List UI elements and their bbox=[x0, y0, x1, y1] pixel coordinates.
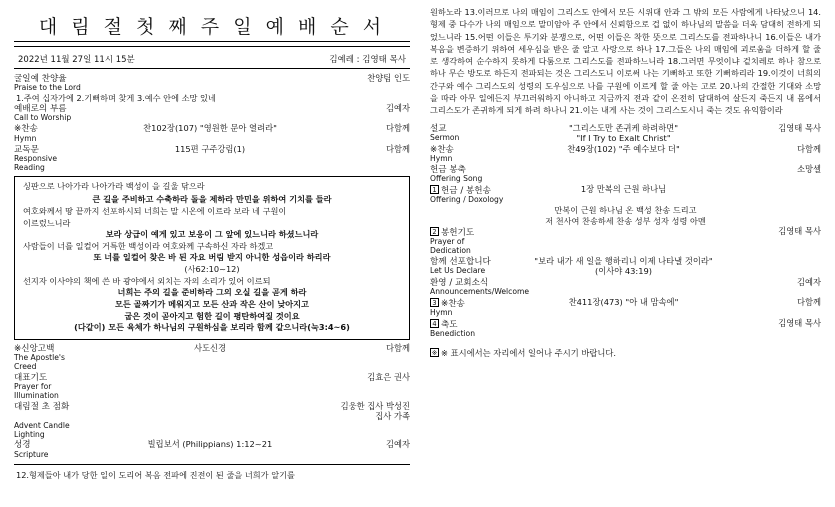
reading-line: 또 너를 일컬어 찾은 바 된 자요 버림 받지 아니한 성읍이라 하리라 bbox=[93, 252, 331, 263]
reading-line: 사람들이 너를 일컬어 거특한 백성이라 여호와께 구속하신 자라 하겠고 bbox=[23, 240, 274, 251]
order-item-person: 김효은 권사 bbox=[367, 371, 410, 382]
order-item-label-en: Let Us Declare bbox=[430, 266, 486, 276]
order-item-detail: 빌립보서 (Philippians) 1:12~21 bbox=[147, 439, 273, 450]
step-number-badge: 4 bbox=[430, 319, 439, 328]
order-item-person: 김영태 목사 bbox=[778, 122, 821, 133]
order-item bbox=[430, 185, 821, 226]
order-item-person: 김예자 bbox=[385, 439, 410, 450]
order-item-lines: 1.주여 십자가에 2.기뻐하며 찾게 3.예수 안에 소망 있네 bbox=[16, 93, 216, 104]
order-item-detail: 찬411장(473) "아 내 맘속에" bbox=[568, 297, 679, 308]
order-item-person: 소망셀 bbox=[796, 163, 821, 174]
declare-text: "보라 내가 새 일을 행하리니 이제 나타낼 것이라" bbox=[534, 256, 713, 267]
order-item bbox=[430, 145, 821, 164]
step-number-badge: 2 bbox=[430, 227, 439, 236]
footnote bbox=[430, 347, 821, 359]
reading-line: 굽은 것이 곧아지고 험한 길이 평탄하여질 것이요 bbox=[124, 310, 300, 321]
order-item-person: 찬양팀 인도 bbox=[367, 73, 410, 83]
order-item-detail: 찬102장(107) "영원한 문아 열려라" bbox=[143, 123, 277, 134]
service-date: 2022년 11월 27일 11시 15분 bbox=[18, 55, 135, 65]
service-officiant: 김예레 : 김영태 목사 bbox=[329, 55, 406, 65]
page-title: 대 림 절 첫 째 주 일 예 배 순 서 bbox=[38, 16, 386, 38]
doxology-line: 저 천사여 찬송하세 찬송 성부 성자 성령 아멘 bbox=[545, 215, 706, 226]
scripture-divider bbox=[14, 464, 410, 465]
reading-reference: (사62:10~12) bbox=[184, 264, 240, 275]
scripture-body: 원하노라 13.이러므로 나의 매임이 그리스도 안에서 모든 시위대 안과 그 밖의 모든 사람에게 나타났으니 14.형제 중 다수가 나의 매임으로 말미암아 주 안에서 신뢰함으로 겁 없이 하나님의 말씀을 더욱 담대히 전하게 되었느니라 15.어떤 이들은 투기와 분쟁으로, 어떤 이들은 착한 뜻으로 그리스도를 전파하나니 16.이들은 내가 복음을 변증하기 위하여 세우심을 받은 줄 알고 사랑으로 하나 17.그들은 나의 매임에 괴로움을 더하게 할 줄로 생각하여 순수하지 못하게 다툼으로 그리스도를 전파하느니라 18.그러면 무엇이냐 겉치레로 하나 참으로 하나 무슨 방도로 하든지 전파되는 것은 그리스도니 이로써 나는 기뻐하고 또한 기뻐하리라 19.이것이 너희의 간구와 예수 그리스도의 성령의 도우심으로 나를 구원에 이르게 할 줄 아는 고로 20.나의 간절한 기대와 소망을 따라 아무 일에든지 부끄러워하지 아니하고 지금까지 전과 같이 온전히 담대하여 살든지 죽든지 내 몸에서 그리스도가 존귀하게 되게 하려 하나니 21.이는 내게 사는 것이 그리스도시니 죽는 것도 유익함이라 bbox=[430, 7, 821, 116]
order-item-label-ko: 교독문 bbox=[14, 144, 39, 155]
order-item-label-en: Prayer of Dedication bbox=[430, 237, 471, 256]
order-item-label-en: Call to Worship bbox=[14, 113, 72, 123]
order-item-label-ko: 함께 선포합니다 bbox=[430, 257, 491, 268]
order-item bbox=[14, 104, 410, 123]
order-item bbox=[430, 298, 821, 318]
step-number-badge: 1 bbox=[430, 185, 439, 194]
order-item-person: 김웅한 집사 박성진 집사 가족 bbox=[340, 401, 410, 421]
order-item bbox=[14, 344, 410, 372]
scripture-text-start: 12.형제들아 내가 당한 일이 도리어 복음 전파에 진전이 된 줄을 너희가 알기를 bbox=[16, 469, 295, 480]
order-item-label-ko: 설교 bbox=[430, 123, 447, 134]
step-number-badge: 3 bbox=[430, 298, 439, 307]
order-item bbox=[14, 440, 410, 459]
asterisk-badge: ※ bbox=[431, 349, 438, 358]
order-item bbox=[14, 74, 410, 103]
order-item-label-ko-text: 축도 bbox=[441, 320, 458, 331]
order-item-detail: 사도신경 bbox=[193, 342, 227, 353]
order-item-person: 김예자 bbox=[385, 103, 410, 114]
reading-line: 보라 상급이 예게 있고 보응이 그 앞에 있느니라 하셨느니라 bbox=[105, 229, 319, 240]
order-item-label-ko: ※신앙고백 bbox=[14, 343, 55, 354]
order-item-label-ko: 예배로의 부름 bbox=[14, 104, 67, 115]
order-item bbox=[14, 373, 410, 401]
order-item-label-ko: 성경 bbox=[14, 440, 31, 451]
order-item bbox=[14, 124, 410, 143]
declare-reference: (이사야 43:19) bbox=[594, 266, 653, 277]
order-item-label-en: Prayer for Illumination bbox=[14, 382, 59, 401]
order-item-label-ko: 환영 / 교회소식 bbox=[430, 278, 489, 289]
order-item-person: 다함께 bbox=[385, 342, 410, 353]
order-item-label-en: Praise to the Lord bbox=[14, 83, 81, 93]
reading-line: 이르렀느니라 bbox=[23, 217, 71, 228]
order-item-label-ko: 굴일예 찬양율 bbox=[14, 74, 67, 84]
order-item-label-ko-text: 헌금 / 봉헌송 bbox=[441, 185, 491, 196]
order-item-detail: 찬49장(102) "주 예수보다 더" bbox=[567, 143, 680, 154]
order-item-label-en: Hymn bbox=[14, 133, 37, 143]
order-item-label-ko: ※찬송 bbox=[430, 144, 454, 155]
order-item-person: 다함께 bbox=[385, 123, 410, 134]
footnote-text: ※ 표시에서는 자리에서 일어나 주시기 바랍니다. bbox=[441, 348, 617, 359]
order-item-label-en: Responsive Reading bbox=[14, 153, 58, 172]
reading-line: 선지자 이사야의 책에 쓴 바 광야에서 외치는 자의 소리가 있어 이르되 bbox=[23, 275, 271, 286]
order-item-label-ko-text: 봉헌기도 bbox=[441, 228, 475, 239]
order-item-person: 김영태 목사 bbox=[778, 226, 821, 237]
reading-intro: 싱판으로 나아가라 나아가라 백성이 을 길울 닦으라 bbox=[23, 180, 205, 191]
order-item-label-en: Sermon bbox=[430, 132, 460, 142]
meta-row bbox=[14, 51, 410, 68]
order-item bbox=[430, 257, 821, 277]
order-item-detail: 115편 구주강림(1) bbox=[174, 143, 246, 154]
order-item bbox=[430, 165, 821, 184]
order-item-detail: 1장 만복의 근원 하나님 bbox=[580, 183, 667, 194]
reading-line: 너희는 주의 길을 준비하라 그의 오실 길을 곧게 하라 bbox=[117, 287, 307, 298]
order-item-person: 다함께 bbox=[796, 297, 821, 308]
order-item-label-ko: 대표기도 bbox=[14, 372, 48, 383]
order-item bbox=[14, 145, 410, 173]
order-item-label-ko: 헌금 봉축 bbox=[430, 164, 466, 175]
order-item-label-en: Hymn bbox=[430, 153, 453, 163]
order-item-label-en: Offering Song bbox=[430, 173, 483, 183]
order-item bbox=[14, 402, 410, 439]
order-item-label-ko: 대림절 초 점화 bbox=[14, 402, 70, 412]
order-item bbox=[430, 319, 821, 339]
title-divider-2 bbox=[14, 46, 410, 47]
doxology-line: 만복이 근원 하나님 온 백성 찬송 드리고 bbox=[554, 204, 697, 215]
order-item-label-en: Scripture bbox=[14, 449, 49, 459]
order-item-label-en: Benediction bbox=[430, 329, 476, 339]
order-item-label-ko: ※찬송 bbox=[14, 124, 38, 135]
order-item bbox=[430, 124, 821, 144]
meta-divider bbox=[14, 68, 410, 69]
order-item-person: 김영태 목사 bbox=[778, 318, 821, 329]
reading-line: 여호와께서 땅 끝까지 선포하시되 너희는 말 시온에 이르라 보라 네 구원이 bbox=[23, 205, 287, 216]
order-item-label-en: Offering / Doxology bbox=[430, 194, 504, 204]
responsive-reading-box bbox=[14, 176, 410, 340]
order-item-person: 김예자 bbox=[796, 277, 821, 288]
order-item bbox=[430, 227, 821, 256]
order-item-label-en: The Apostle's Creed bbox=[14, 353, 65, 371]
sermon-title-en: "If I Try to Exalt Christ" bbox=[576, 132, 671, 143]
order-item bbox=[430, 278, 821, 297]
order-item-person: 다함께 bbox=[385, 143, 410, 154]
order-item-label-en: Hymn bbox=[430, 308, 453, 318]
title-divider bbox=[14, 41, 410, 42]
sermon-title-ko: "그리스도만 존귀케 하려하면" bbox=[568, 122, 679, 133]
reading-line: 큰 길을 주비하고 수축하라 돌을 제하라 만민을 위하여 기치를 들라 bbox=[92, 194, 332, 205]
right-column bbox=[420, 0, 835, 507]
order-item-label-ko-text: ※찬송 bbox=[441, 299, 465, 310]
order-item-person: 다함께 bbox=[796, 143, 821, 154]
order-item-label-en: Announcements/Welcome bbox=[430, 287, 530, 297]
reading-line: 모든 골짜기가 메워지고 모든 산과 작은 산이 낮아지고 bbox=[115, 298, 309, 309]
order-item-label-en: Advent Candle Lighting bbox=[14, 420, 70, 439]
reading-line: (다같이) 모든 육체가 하나님의 구원하심을 보리라 함께 같으니라(눅3:4~6) bbox=[74, 322, 350, 333]
